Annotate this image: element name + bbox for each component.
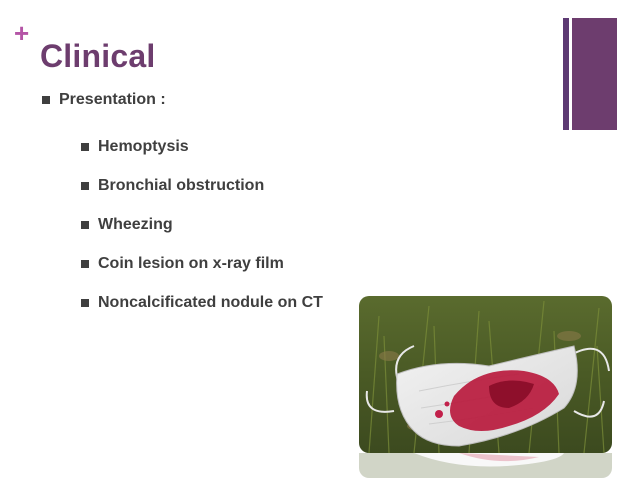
slide-title: Clinical bbox=[40, 38, 156, 74]
mask-photo-art bbox=[359, 296, 612, 453]
bullet-presentation bbox=[42, 91, 166, 109]
sub-bullet-label: Bronchial obstruction bbox=[98, 176, 265, 194]
bullet-label: Presentation : bbox=[59, 91, 166, 108]
sub-bullet-item bbox=[81, 127, 323, 166]
sub-bullet-list bbox=[81, 127, 323, 322]
sub-bullet-item bbox=[81, 205, 323, 244]
sub-bullet-label: Wheezing bbox=[98, 215, 173, 233]
bullet-square-icon bbox=[81, 221, 89, 229]
sub-bullet-item bbox=[81, 244, 323, 283]
bullet-square-icon bbox=[81, 182, 89, 190]
bullet-square-icon bbox=[81, 260, 89, 268]
plus-mark: + bbox=[14, 18, 30, 48]
accent-bar-wide bbox=[572, 18, 617, 130]
reflection-art bbox=[359, 453, 612, 478]
mask-photo bbox=[359, 296, 612, 453]
mask-photo-reflection bbox=[359, 453, 612, 478]
accent-bar-thin bbox=[563, 18, 569, 130]
sub-bullet-label: Coin lesion on x-ray film bbox=[98, 254, 284, 272]
bullet-square-icon bbox=[81, 299, 89, 307]
bullet-square-icon bbox=[81, 143, 89, 151]
sub-bullet-item bbox=[81, 283, 323, 322]
sub-bullet-item bbox=[81, 166, 323, 205]
bullet-square-icon bbox=[42, 96, 50, 104]
sub-bullet-label: Hemoptysis bbox=[98, 137, 189, 155]
sub-bullet-label: Noncalcificated nodule on CT bbox=[98, 293, 323, 311]
